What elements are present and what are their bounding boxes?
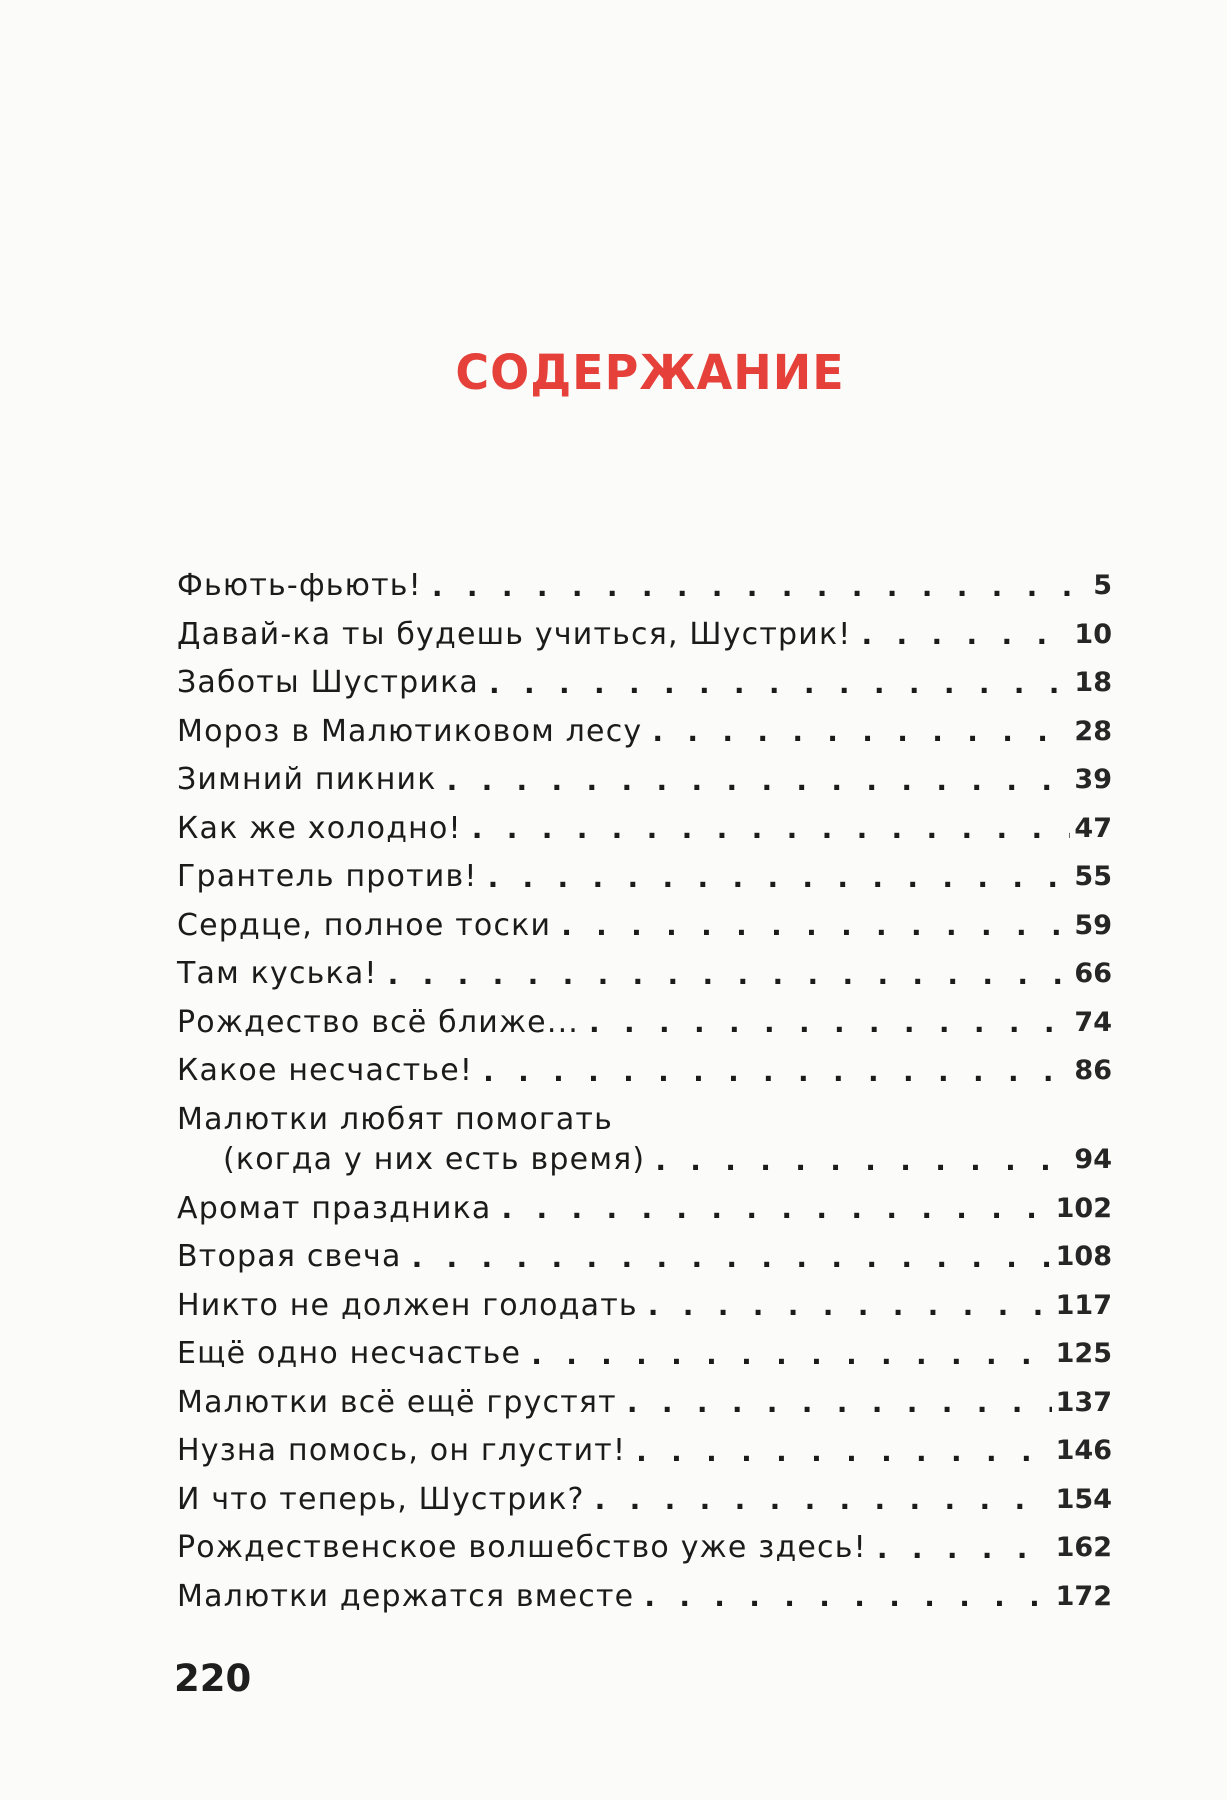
- dot-leader: [472, 805, 1071, 853]
- toc-entry-title: Никто не должен голодать: [177, 1287, 638, 1323]
- dot-leader: [432, 563, 1078, 611]
- toc-entry[interactable]: [177, 611, 1112, 660]
- toc-entry[interactable]: [177, 659, 1112, 708]
- toc-page-number: 125: [1055, 1338, 1112, 1369]
- dot-leader: [862, 611, 1071, 659]
- page-title: СОДЕРЖАНИЕ: [455, 343, 845, 401]
- toc-entry[interactable]: [177, 902, 1112, 951]
- toc-page-number: 74: [1074, 1006, 1112, 1038]
- dot-leader: [648, 1282, 1052, 1330]
- toc-entry[interactable]: [177, 950, 1112, 999]
- toc-page-number: 5: [1093, 570, 1112, 601]
- toc-page-number: 154: [1055, 1483, 1112, 1515]
- toc-entry[interactable]: [177, 1524, 1112, 1573]
- toc-entry[interactable]: [177, 1330, 1112, 1379]
- dot-leader: [627, 1379, 1052, 1427]
- toc-page-number: 86: [1074, 1055, 1112, 1086]
- toc-entry[interactable]: [177, 999, 1112, 1048]
- toc-page-number: 108: [1055, 1241, 1112, 1272]
- toc-entry[interactable]: [177, 1233, 1112, 1282]
- toc-entry[interactable]: [177, 1379, 1112, 1428]
- toc-page-number: 18: [1074, 667, 1112, 698]
- toc-entry[interactable]: [177, 1096, 1112, 1185]
- toc-entry-title: Фьють-фьють!: [177, 568, 422, 603]
- toc-page-number: 137: [1055, 1386, 1112, 1418]
- dot-leader: [489, 660, 1070, 708]
- toc-entry-title: Рождественское волшебство уже здесь!: [177, 1530, 867, 1565]
- toc-entry-title-continued: (когда у них есть время): [223, 1142, 646, 1177]
- toc-page-number: 59: [1074, 909, 1112, 941]
- toc-page-number: 39: [1074, 764, 1112, 795]
- toc-page-number: 55: [1074, 861, 1112, 892]
- dot-leader: [644, 1573, 1051, 1621]
- toc-page-number: 94: [1074, 1144, 1112, 1175]
- toc-entry-title: Малютки держатся вместе: [177, 1578, 635, 1614]
- toc-entry-title: Нузна помось, он глустит!: [177, 1433, 627, 1468]
- dot-leader: [483, 1048, 1070, 1096]
- dot-leader: [595, 1476, 1052, 1524]
- toc-page-number: 66: [1074, 958, 1112, 989]
- toc-entry-title: И что теперь, Шустрик?: [177, 1481, 585, 1517]
- toc-entry-title: Грантель против!: [177, 859, 478, 894]
- dot-leader: [412, 1234, 1052, 1282]
- toc-entry[interactable]: [177, 708, 1112, 757]
- toc-page-number: 28: [1074, 715, 1112, 747]
- dot-leader: [488, 854, 1071, 902]
- dot-leader: [877, 1525, 1052, 1573]
- toc-entry-title: Малютки любят помогать: [177, 1101, 613, 1137]
- toc-entry[interactable]: [177, 1282, 1112, 1331]
- table-of-contents: [177, 562, 1112, 1621]
- toc-entry[interactable]: [177, 562, 1112, 611]
- dot-leader: [636, 1428, 1051, 1476]
- toc-page-number: 172: [1055, 1580, 1112, 1612]
- dot-leader: [652, 708, 1070, 756]
- toc-entry-title: Вторая свеча: [177, 1239, 402, 1274]
- toc-page-number: 10: [1074, 618, 1112, 650]
- toc-entry-title: Зимний пикник: [177, 762, 437, 797]
- toc-page-number: 47: [1074, 812, 1112, 844]
- toc-entry[interactable]: [177, 853, 1112, 902]
- toc-entry[interactable]: [177, 1047, 1112, 1096]
- toc-entry-title: Ещё одно несчастье: [177, 1336, 522, 1371]
- toc-entry-title: Малютки всё ещё грустят: [177, 1384, 617, 1420]
- toc-entry-title: Как же холодно!: [177, 810, 462, 846]
- toc-entry-continuation: [177, 1140, 1112, 1185]
- toc-page-number: 102: [1055, 1192, 1112, 1224]
- toc-entry[interactable]: [177, 1476, 1112, 1525]
- toc-entry-title: Заботы Шустрика: [177, 665, 480, 700]
- dot-leader: [447, 757, 1071, 805]
- toc-entry-title: Там куська!: [177, 956, 378, 991]
- page-number-folio: 220: [174, 1657, 252, 1700]
- toc-page-number: 117: [1055, 1289, 1112, 1321]
- toc-entry-title: Мороз в Малютиковом лесу: [177, 713, 643, 749]
- dot-leader: [388, 951, 1071, 999]
- dot-leader: [589, 999, 1070, 1047]
- toc-entry-title: Аромат праздника: [177, 1190, 492, 1226]
- toc-entry[interactable]: [177, 1427, 1112, 1476]
- toc-entry-title: Какое несчастье!: [177, 1053, 474, 1088]
- toc-entry[interactable]: [177, 1573, 1112, 1622]
- toc-entry[interactable]: [177, 756, 1112, 805]
- dot-leader: [531, 1331, 1051, 1379]
- dot-leader: [655, 1137, 1070, 1185]
- toc-entry-title: Рождество всё ближе...: [177, 1004, 580, 1040]
- toc-entry[interactable]: [177, 805, 1112, 854]
- dot-leader: [502, 1185, 1052, 1233]
- toc-entry-title: Давай-ка ты будешь учиться, Шустрик!: [177, 616, 852, 652]
- dot-leader: [561, 902, 1070, 950]
- toc-entry-title: Сердце, полное тоски: [177, 907, 552, 943]
- toc-entry[interactable]: [177, 1185, 1112, 1234]
- toc-page-number: 146: [1055, 1435, 1112, 1466]
- toc-page-number: 162: [1055, 1532, 1112, 1563]
